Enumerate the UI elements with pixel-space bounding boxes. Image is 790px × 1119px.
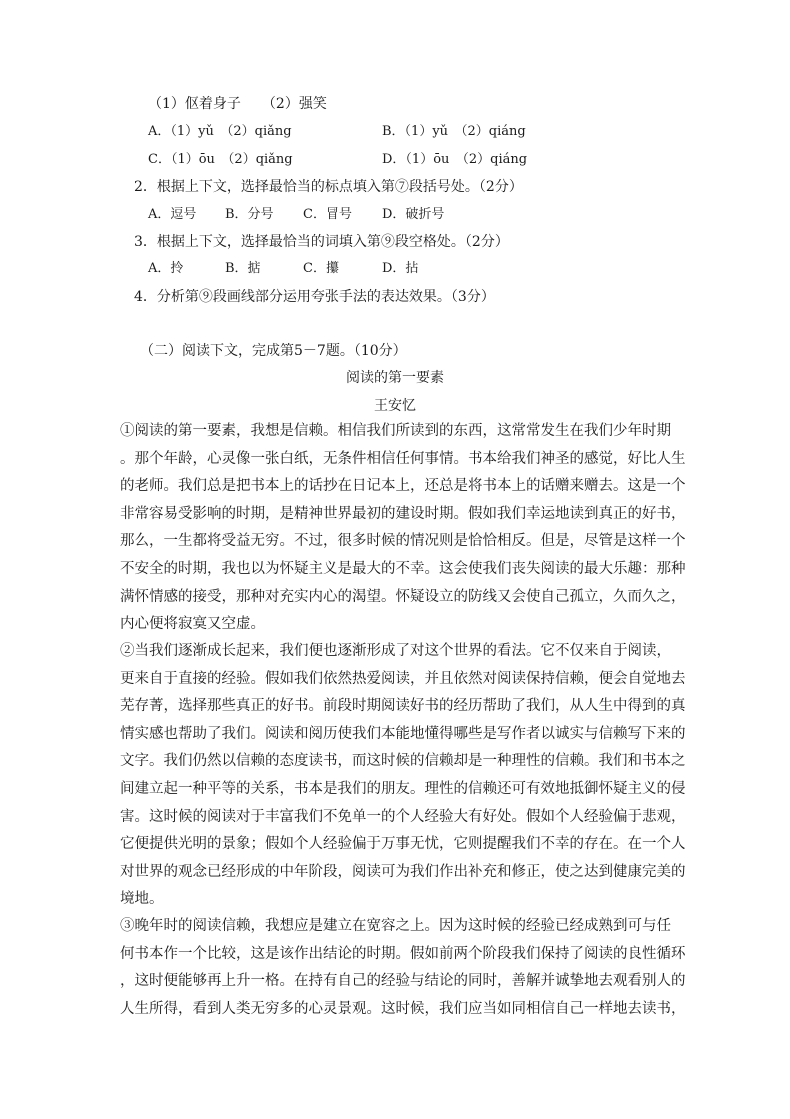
paragraph-line: ①阅读的第一要素，我想是信赖。相信我们所读到的东西，这常常发生在我们少年时期 — [120, 423, 671, 439]
q4-stem: 4．分析第⑨段画线部分运用夸张手法的表达效果。（3分） — [134, 289, 495, 305]
paragraph-3 — [120, 913, 690, 1023]
q1-option-a: A．（1）yǔ （2）qiǎng — [148, 124, 292, 139]
paragraph-line: 不安全的时期，我也以为怀疑主义是最大的不幸。这会使我们丧失阅读的最大乐趣：那种 — [120, 560, 686, 577]
paragraph-line: 更来自于直接的经验。假如我们依然热爱阅读，并且依然对阅读保持信赖，便会自觉地去 — [120, 670, 686, 687]
paragraph-line: 非常容易受影响的时期，是精神世界最初的建设时期。假如我们幸运地读到真正的好书， — [120, 505, 686, 522]
paragraph-line: 情实感也帮助了我们。阅读和阅历使我们本能地懂得哪些是写作者以诚实与信赖写下来的 — [120, 725, 686, 742]
q1-words: （1）伛着身子 （2）强笑 — [148, 96, 327, 112]
q3-stem: 3．根据上下文，选择最恰当的词填入第⑨段空格处。（2分） — [134, 234, 509, 250]
paragraph-line: 害。这时候的阅读对于丰富我们不免单一的个人经验大有好处。假如个人经验偏于悲观， — [120, 808, 686, 825]
paragraph-line: 那么，一生都将受益无穷。不过，很多时候的情况则是恰恰相反。但是，尽管是这样一个 — [120, 533, 686, 550]
q3-option-b: B．掂 — [225, 261, 261, 276]
q3-option-d: D．拈 — [382, 261, 419, 276]
paragraph-line: 人生所得，看到人类无穷多的心灵景观。这时候，我们应当如同相信自己一样地去读书， — [120, 1000, 686, 1017]
paragraph-line: 对世界的观念已经形成的中年阶段，阅读可为我们作出补充和修正，使之达到健康完美的 — [120, 863, 686, 880]
q1-option-b: B．（1）yǔ （2）qiáng — [382, 124, 526, 139]
q3-option-a: A．拎 — [148, 261, 184, 276]
paragraph-line: 境地。 — [120, 891, 164, 908]
paragraph-line: 芜存菁，选择那些真正的好书。前段时期阅读好书的经历帮助了我们，从人生中得到的真 — [120, 698, 686, 715]
q2-option-d: D．破折号 — [382, 207, 445, 222]
q3-option-c: C．攥 — [303, 261, 339, 276]
paragraph-line: 间建立起一种平等的关系，书本是我们的朋友。理性的信赖还可有效地抵御怀疑主义的侵 — [120, 780, 686, 797]
paragraph-line: ，这时便能够再上升一格。在持有自己的经验与结论的同时，善解并诚挚地去观看别人的 — [120, 973, 686, 990]
paragraph-line: 。那个年龄，心灵像一张白纸，无条件相信任何事情。书本给我们神圣的感觉，好比人生 — [120, 450, 686, 467]
article-author: 王安忆 — [374, 398, 416, 414]
paragraph-line: 满怀情感的接受，那种对充实内心的渴望。怀疑设立的防线又会使自己孤立，久而久之， — [120, 588, 686, 605]
q1-option-c: C．（1）ōu （2）qiǎng — [148, 152, 293, 167]
paragraph-1 — [120, 418, 690, 639]
paragraph-line: ②当我们逐渐成长起来，我们便也逐渐形成了对这个世界的看法。它不仅来自于阅读， — [120, 643, 671, 659]
paragraph-line: ③晚年时的阅读信赖，我想应是建立在宽容之上。因为这时候的经验已经成熟到可与任 — [120, 918, 671, 934]
article-title: 阅读的第一要素 — [346, 370, 444, 386]
paragraph-line: 何书本作一个比较，这是该作出结论的时期。假如前两个阶段我们保持了阅读的良性循环 — [120, 945, 686, 962]
q2-option-c: C．冒号 — [303, 207, 352, 222]
q1-option-d: D．（1）ōu （2）qiáng — [382, 152, 528, 167]
paragraph-2 — [120, 638, 690, 914]
q2-stem: 2．根据上下文，选择最恰当的标点填入第⑦段括号处。（2分） — [134, 179, 523, 195]
paragraph-line: 文字。我们仍然以信赖的态度读书，而这时候的信赖却是一种理性的信赖。我们和书本之 — [120, 753, 686, 770]
q2-option-b: B．分号 — [225, 207, 274, 222]
paragraph-line: 内心便将寂寞又空虚。 — [120, 616, 265, 633]
paragraph-line: 的老师。我们总是把书本上的话抄在日记本上，还总是将书本上的话赠来赠去。这是一个 — [120, 478, 686, 495]
q2-option-a: A．逗号 — [148, 207, 197, 222]
section2-heading: （二）阅读下文，完成第5－7题。（10分） — [140, 343, 407, 359]
paragraph-line: 它便提供光明的景象；假如个人经验偏于万事无忧，它则提醒我们不幸的存在。在一个人 — [120, 836, 686, 853]
